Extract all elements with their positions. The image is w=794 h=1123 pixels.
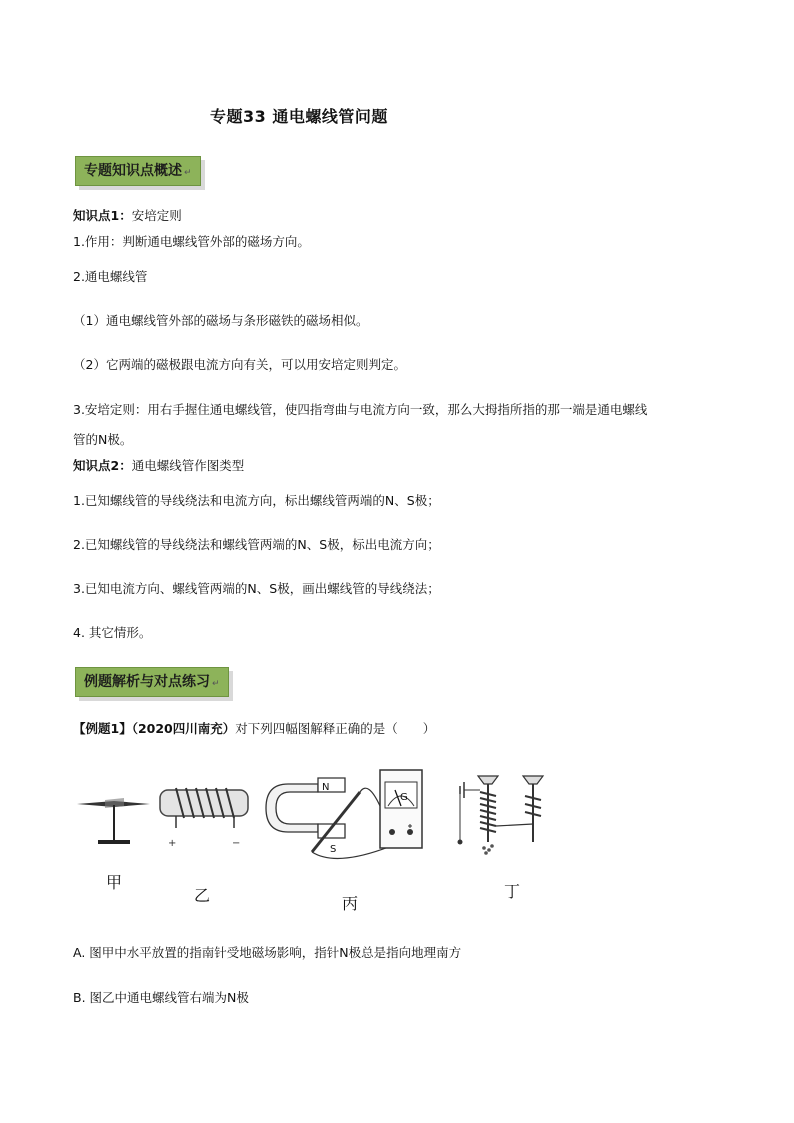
minus-terminal: − — [232, 838, 241, 849]
conductor-rod — [312, 792, 360, 852]
text-line: 3.安培定则：用右手握住通电螺线管，使四指弯曲与电流方向一致，那么大拇指所指的那一端是通电螺线 — [73, 402, 648, 417]
electromagnet-figure — [458, 776, 544, 855]
knowledge-point-text: 通电螺线管作图类型 — [131, 458, 245, 473]
section-banner-label: 专题知识点概述 — [84, 163, 182, 179]
figure-label-ding: 丁 — [504, 882, 521, 901]
solenoid-figure — [160, 788, 248, 849]
text-line: 2.通电螺线管 — [73, 269, 148, 284]
text-line: （1）通电螺线管外部的磁场与条形磁铁的磁场相似。 — [73, 313, 369, 328]
text-line: 管的N极。 — [73, 432, 133, 447]
page-title: 专题33 通电螺线管问题 — [210, 107, 388, 126]
section-banner-examples — [75, 667, 229, 697]
knowledge-point-2 — [73, 456, 244, 474]
text-line: （2）它两端的磁极跟电流方向有关，可以用安培定则判定。 — [73, 357, 406, 372]
text-line: 3.已知电流方向、螺线管两端的N、S极，画出螺线管的导线绕法； — [73, 581, 440, 596]
solenoid-core — [160, 790, 248, 816]
text-line: 1.作用：判断通电螺线管外部的磁场方向。 — [73, 234, 310, 249]
galvanometer-label: G — [400, 792, 408, 803]
figure-label-bing: 丙 — [342, 894, 359, 913]
magnet-s-label: S — [330, 844, 337, 855]
figure-strip — [0, 760, 794, 960]
compass-base — [98, 840, 130, 844]
figure-label-yi: 乙 — [194, 886, 211, 905]
induction-figure — [266, 770, 422, 858]
knowledge-point-label: 知识点1： — [73, 208, 132, 223]
compass-figure — [77, 798, 150, 844]
example-source: （2020四川南充） — [131, 721, 236, 736]
text-line: 4. 其它情形。 — [73, 625, 152, 640]
u-magnet — [266, 784, 318, 832]
figure-label-jia: 甲 — [106, 873, 123, 892]
return-mark: ↵ — [212, 679, 220, 689]
knowledge-point-text: 安培定则 — [131, 208, 182, 223]
example-question-text: 对下列四幅图解释正确的是（ ） — [235, 721, 436, 736]
knowledge-point-1 — [73, 206, 182, 224]
option-b: B. 图乙中通电螺线管右端为N极 — [73, 990, 249, 1005]
knowledge-point-label: 知识点2： — [73, 458, 132, 473]
text-line: 1.已知螺线管的导线绕法和电流方向，标出螺线管两端的N、S极； — [73, 493, 440, 508]
plus-terminal: + — [168, 838, 177, 849]
option-a: A. 图甲中水平放置的指南针受地磁场影响，指针N极总是指向地理南方 — [73, 945, 462, 960]
example-label: 【例题1】 — [73, 721, 132, 736]
magnet-n-label: N — [322, 782, 330, 793]
section-banner-knowledge — [75, 156, 201, 186]
section-banner-label: 例题解析与对点练习 — [84, 674, 210, 690]
return-mark: ↵ — [184, 168, 192, 178]
example-question — [73, 719, 435, 737]
text-line: 2.已知螺线管的导线绕法和螺线管两端的N、S极，标出电流方向； — [73, 537, 440, 552]
